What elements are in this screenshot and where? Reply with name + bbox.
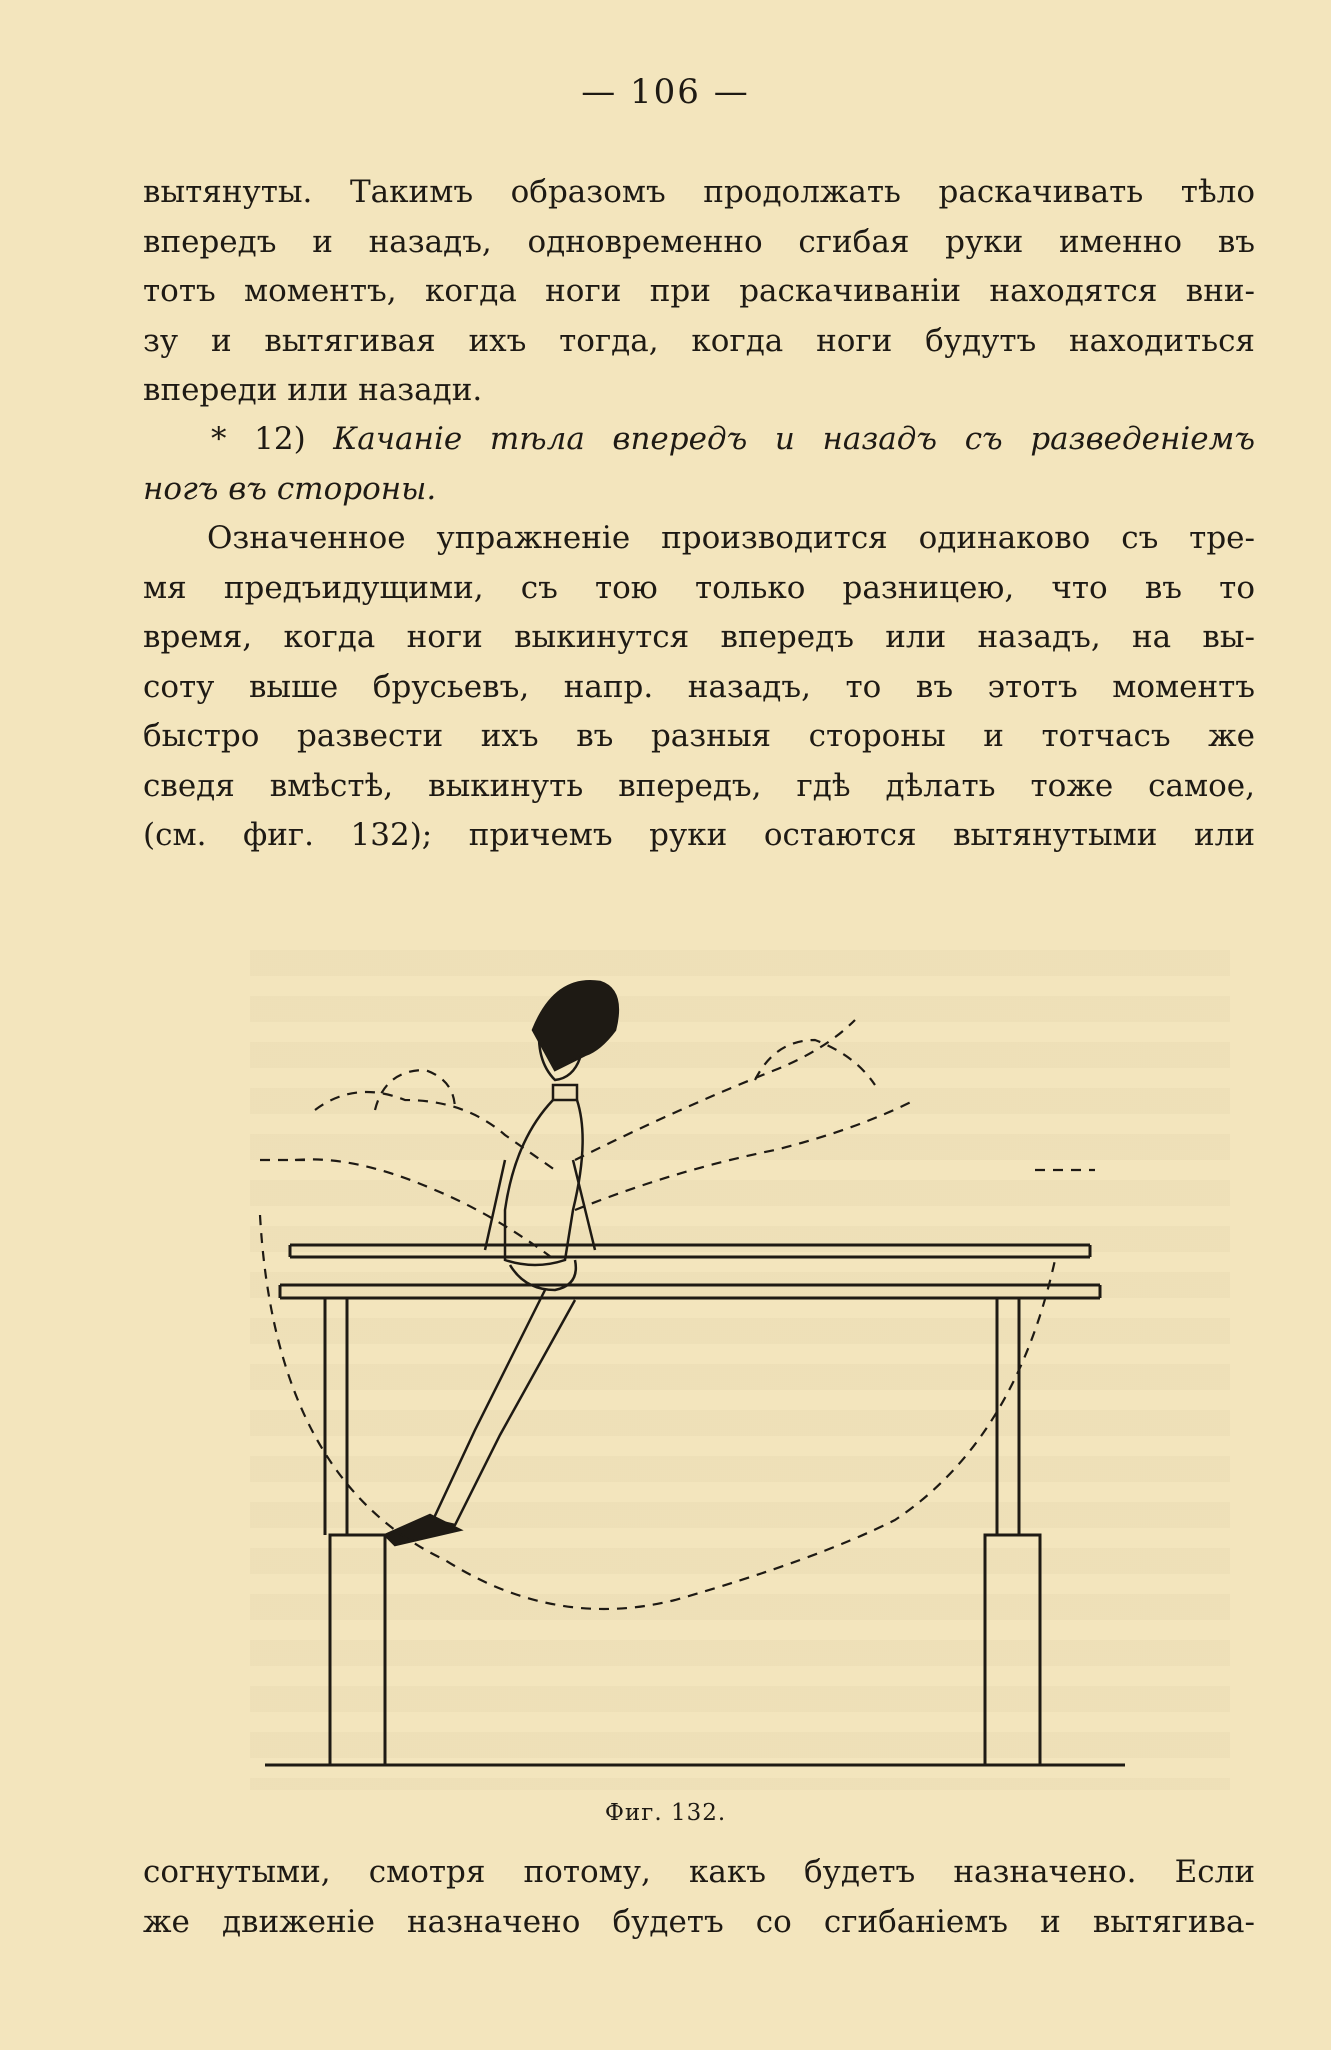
exercise-title-continued: ногъ въ стороны.: [143, 470, 437, 507]
exercise-heading: [143, 415, 1255, 514]
gymnast-shoe: [385, 1515, 460, 1545]
front-head-trace: [755, 1040, 875, 1085]
motion-path-dashed: [260, 1020, 1095, 1609]
swing-arc: [260, 1215, 1055, 1609]
text-line: сведя вмѣстѣ, выкинуть впередъ, гдѣ дѣлать тоже самое,: [143, 767, 1255, 804]
paragraph-2: [143, 514, 1255, 861]
gymnast-arms: [485, 1160, 595, 1250]
text-line: же движеніе назначено будетъ со сгибаніемъ и вытягива-: [143, 1903, 1255, 1940]
text-line: (см. фиг. 132); причемъ руки остаются вытянутыми или: [143, 817, 1255, 853]
text-line: тотъ моментъ, когда ноги при раскачиваніи находятся вни-: [143, 273, 1255, 309]
gymnast-figure: [385, 981, 618, 1545]
bar-end-traces: [260, 1160, 1095, 1170]
page-number: — 106 —: [581, 72, 750, 112]
front-leg-trace-lower: [575, 1100, 915, 1210]
text-line: вытянуты. Такимъ образомъ продолжать раскачивать тѣло: [143, 174, 1255, 210]
gymnast-torso: [505, 1100, 583, 1265]
text-line: быстро развести ихъ въ разныя стороны и тотчасъ же: [143, 718, 1255, 754]
text-line: впереди или назади.: [143, 372, 483, 408]
exercise-number: * 12): [211, 421, 306, 457]
rear-leg-trace-upper: [315, 1092, 555, 1170]
text-line: соту выше брусьевъ, напр. назадъ, то въ этотъ моментъ: [143, 668, 1255, 705]
figure-caption: Фиг. 132.: [604, 1800, 727, 1826]
text-line: зу и вытягивая ихъ тогда, когда ноги будутъ находиться: [143, 322, 1255, 359]
gymnast-hair: [533, 981, 618, 1070]
gymnast-collar: [553, 1085, 577, 1100]
text-line: мя предъидущими, съ тою только разницею, что въ то: [143, 569, 1255, 606]
text-line: Означенное упражненіе производится одинаково съ тре-: [207, 520, 1255, 556]
text-line: согнутыми, смотря потому, какъ будетъ назначено. Если: [143, 1854, 1255, 1890]
text-line: время, когда ноги выкинутся впередъ или назадъ, на вы-: [143, 619, 1255, 655]
figure-parallel-bars-illustration: [255, 960, 1135, 1790]
parallel-bars: [280, 1245, 1100, 1298]
exercise-title: Качаніе тѣла впередъ и назадъ съ разведеніемъ: [333, 421, 1255, 457]
paragraph-3: [143, 1848, 1255, 1947]
paragraph-1: [143, 168, 1255, 416]
text-line: впередъ и назадъ, одновременно сгибая руки именно въ: [143, 223, 1255, 260]
exercise-heading-line: [143, 415, 1255, 465]
gymnast-leg: [433, 1290, 575, 1525]
